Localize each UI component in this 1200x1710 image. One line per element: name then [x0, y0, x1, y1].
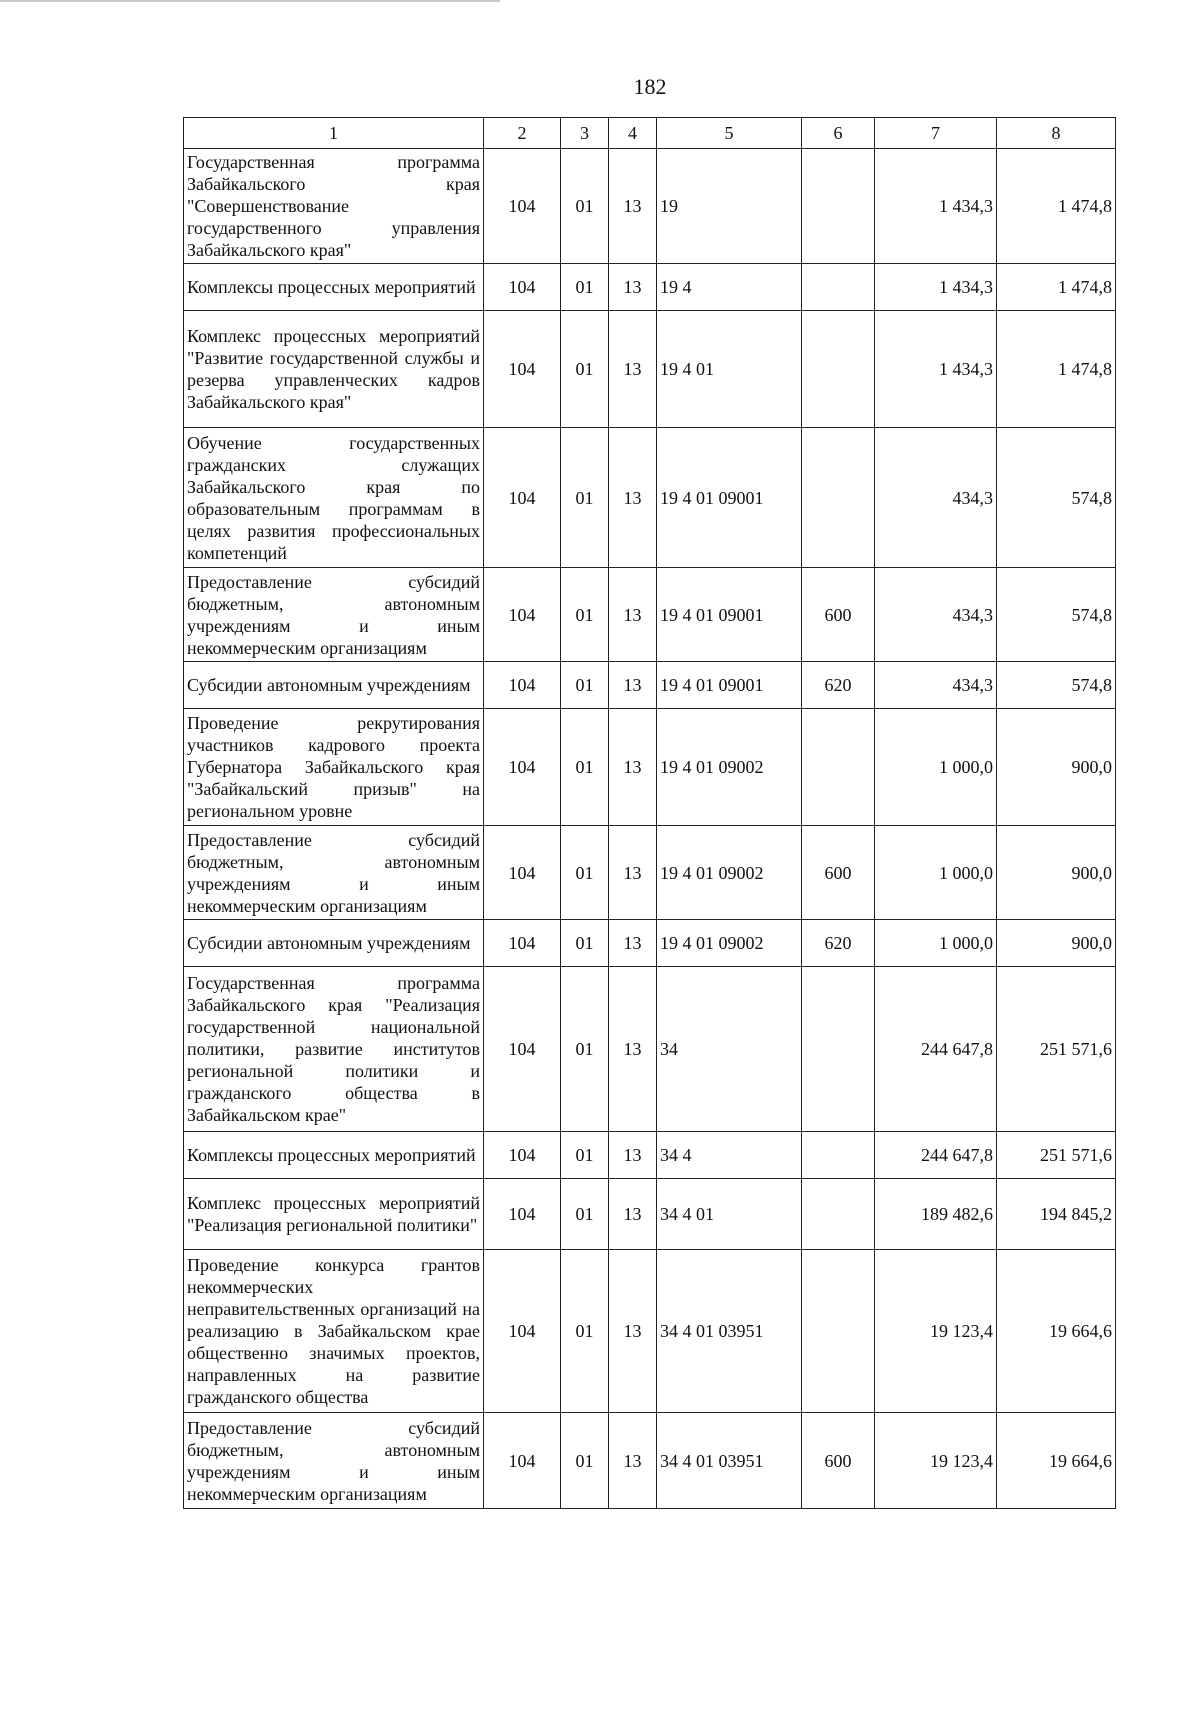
col-5: 34 4 [657, 1132, 802, 1179]
col-8: 574,8 [997, 662, 1116, 709]
col-6: 600 [802, 568, 875, 662]
col-8: 574,8 [997, 428, 1116, 568]
col-6 [802, 428, 875, 568]
col-3: 01 [561, 1179, 609, 1250]
table-row [184, 568, 1116, 662]
col-5: 19 4 01 09001 [657, 568, 802, 662]
col-2: 104 [484, 428, 561, 568]
table-row [184, 826, 1116, 920]
col-5: 19 4 01 [657, 311, 802, 428]
col-8: 251 571,6 [997, 1132, 1116, 1179]
header-cell: 3 [561, 118, 609, 149]
row-name: Обучение государственных гражданских служащих Забайкальского края по образовательным программам в целях развития профессиональных компетенций [184, 428, 484, 568]
col-5: 34 4 01 03951 [657, 1413, 802, 1509]
col-7: 1 000,0 [875, 920, 997, 967]
col-2: 104 [484, 1413, 561, 1509]
col-4: 13 [609, 1413, 657, 1509]
col-5: 34 [657, 967, 802, 1132]
col-7: 434,3 [875, 662, 997, 709]
col-4: 13 [609, 1179, 657, 1250]
col-2: 104 [484, 149, 561, 264]
row-name: Предоставление субсидий бюджетным, автономным учреждениям и иным некоммерческим организациям [184, 826, 484, 920]
row-name: Комплекс процессных мероприятий "Развитие государственной службы и резерва управленческих кадров Забайкальского края" [184, 311, 484, 428]
col-5: 19 4 [657, 264, 802, 311]
row-name: Государственная программа Забайкальского края "Реализация государственной национальной политики, развитие институтов региональной политики и гражданского общества в Забайкальском крае" [184, 967, 484, 1132]
col-2: 104 [484, 709, 561, 826]
page-number: 182 [633, 74, 667, 99]
table-row [184, 264, 1116, 311]
row-name: Субсидии автономным учреждениям [184, 920, 484, 967]
col-2: 104 [484, 1250, 561, 1413]
col-4: 13 [609, 149, 657, 264]
budget-table [183, 117, 1116, 1509]
col-4: 13 [609, 568, 657, 662]
table-row [184, 920, 1116, 967]
row-name: Субсидии автономным учреждениям [184, 662, 484, 709]
col-2: 104 [484, 1132, 561, 1179]
col-4: 13 [609, 1250, 657, 1413]
header-cell: 7 [875, 118, 997, 149]
col-6 [802, 967, 875, 1132]
col-5: 19 [657, 149, 802, 264]
header-cell: 6 [802, 118, 875, 149]
col-3: 01 [561, 428, 609, 568]
col-7: 434,3 [875, 568, 997, 662]
col-3: 01 [561, 967, 609, 1132]
col-7: 1 000,0 [875, 709, 997, 826]
col-3: 01 [561, 826, 609, 920]
col-7: 19 123,4 [875, 1250, 997, 1413]
col-2: 104 [484, 568, 561, 662]
row-name: Комплексы процессных мероприятий [184, 264, 484, 311]
col-4: 13 [609, 662, 657, 709]
col-8: 574,8 [997, 568, 1116, 662]
table-row [184, 311, 1116, 428]
col-5: 19 4 01 09001 [657, 662, 802, 709]
header-cell: 2 [484, 118, 561, 149]
col-5: 19 4 01 09002 [657, 826, 802, 920]
col-4: 13 [609, 967, 657, 1132]
row-name: Комплекс процессных мероприятий "Реализация региональной политики" [184, 1179, 484, 1250]
col-3: 01 [561, 709, 609, 826]
table-row [184, 149, 1116, 264]
col-8: 251 571,6 [997, 967, 1116, 1132]
col-8: 19 664,6 [997, 1413, 1116, 1509]
header-row [184, 118, 1116, 149]
table-row [184, 709, 1116, 826]
col-6 [802, 311, 875, 428]
row-name: Комплексы процессных мероприятий [184, 1132, 484, 1179]
col-6 [802, 149, 875, 264]
row-name: Проведение рекрутирования участников кадрового проекта Губернатора Забайкальского края "Забайкальский призыв" на региональном уровне [184, 709, 484, 826]
col-3: 01 [561, 920, 609, 967]
col-4: 13 [609, 920, 657, 967]
col-7: 1 434,3 [875, 264, 997, 311]
col-7: 19 123,4 [875, 1413, 997, 1509]
col-3: 01 [561, 568, 609, 662]
col-3: 01 [561, 264, 609, 311]
col-3: 01 [561, 311, 609, 428]
col-3: 01 [561, 1132, 609, 1179]
col-6 [802, 709, 875, 826]
col-3: 01 [561, 149, 609, 264]
col-5: 34 4 01 [657, 1179, 802, 1250]
top-rule [0, 0, 500, 2]
row-name: Проведение конкурса грантов некоммерческих неправительственных организаций на реализацию в Забайкальском крае общественно значимых проектов, направленных на развитие гражданского общества [184, 1250, 484, 1413]
table-row [184, 1132, 1116, 1179]
table-row [184, 1413, 1116, 1509]
col-8: 1 474,8 [997, 149, 1116, 264]
col-8: 900,0 [997, 826, 1116, 920]
col-4: 13 [609, 826, 657, 920]
col-6: 620 [802, 920, 875, 967]
col-7: 434,3 [875, 428, 997, 568]
col-7: 1 434,3 [875, 149, 997, 264]
col-5: 19 4 01 09002 [657, 920, 802, 967]
col-3: 01 [561, 1250, 609, 1413]
col-6 [802, 1132, 875, 1179]
row-name: Предоставление субсидий бюджетным, автономным учреждениям и иным некоммерческим организациям [184, 568, 484, 662]
col-6: 620 [802, 662, 875, 709]
col-7: 1 434,3 [875, 311, 997, 428]
header-cell: 5 [657, 118, 802, 149]
table-row [184, 967, 1116, 1132]
col-2: 104 [484, 311, 561, 428]
header-cell: 4 [609, 118, 657, 149]
col-3: 01 [561, 1413, 609, 1509]
col-2: 104 [484, 967, 561, 1132]
col-2: 104 [484, 264, 561, 311]
col-2: 104 [484, 662, 561, 709]
col-3: 01 [561, 662, 609, 709]
row-name: Предоставление субсидий бюджетным, автономным учреждениям и иным некоммерческим организациям [184, 1413, 484, 1509]
col-8: 900,0 [997, 709, 1116, 826]
col-7: 244 647,8 [875, 1132, 997, 1179]
col-7: 189 482,6 [875, 1179, 997, 1250]
table-row [184, 1179, 1116, 1250]
header-cell: 1 [184, 118, 484, 149]
col-8: 900,0 [997, 920, 1116, 967]
col-2: 104 [484, 826, 561, 920]
row-name: Государственная программа Забайкальского края "Совершенствование государственного управления Забайкальского края" [184, 149, 484, 264]
col-7: 1 000,0 [875, 826, 997, 920]
table-row [184, 1250, 1116, 1413]
col-6 [802, 1179, 875, 1250]
col-7: 244 647,8 [875, 967, 997, 1132]
col-4: 13 [609, 311, 657, 428]
col-5: 34 4 01 03951 [657, 1250, 802, 1413]
col-5: 19 4 01 09001 [657, 428, 802, 568]
col-8: 194 845,2 [997, 1179, 1116, 1250]
header-cell: 8 [997, 118, 1116, 149]
col-2: 104 [484, 920, 561, 967]
col-6 [802, 1250, 875, 1413]
col-6: 600 [802, 1413, 875, 1509]
col-5: 19 4 01 09002 [657, 709, 802, 826]
col-4: 13 [609, 428, 657, 568]
col-6: 600 [802, 826, 875, 920]
table-row [184, 662, 1116, 709]
col-2: 104 [484, 1179, 561, 1250]
col-4: 13 [609, 709, 657, 826]
col-8: 1 474,8 [997, 311, 1116, 428]
table-row [184, 428, 1116, 568]
col-6 [802, 264, 875, 311]
col-8: 1 474,8 [997, 264, 1116, 311]
col-8: 19 664,6 [997, 1250, 1116, 1413]
col-4: 13 [609, 1132, 657, 1179]
col-4: 13 [609, 264, 657, 311]
